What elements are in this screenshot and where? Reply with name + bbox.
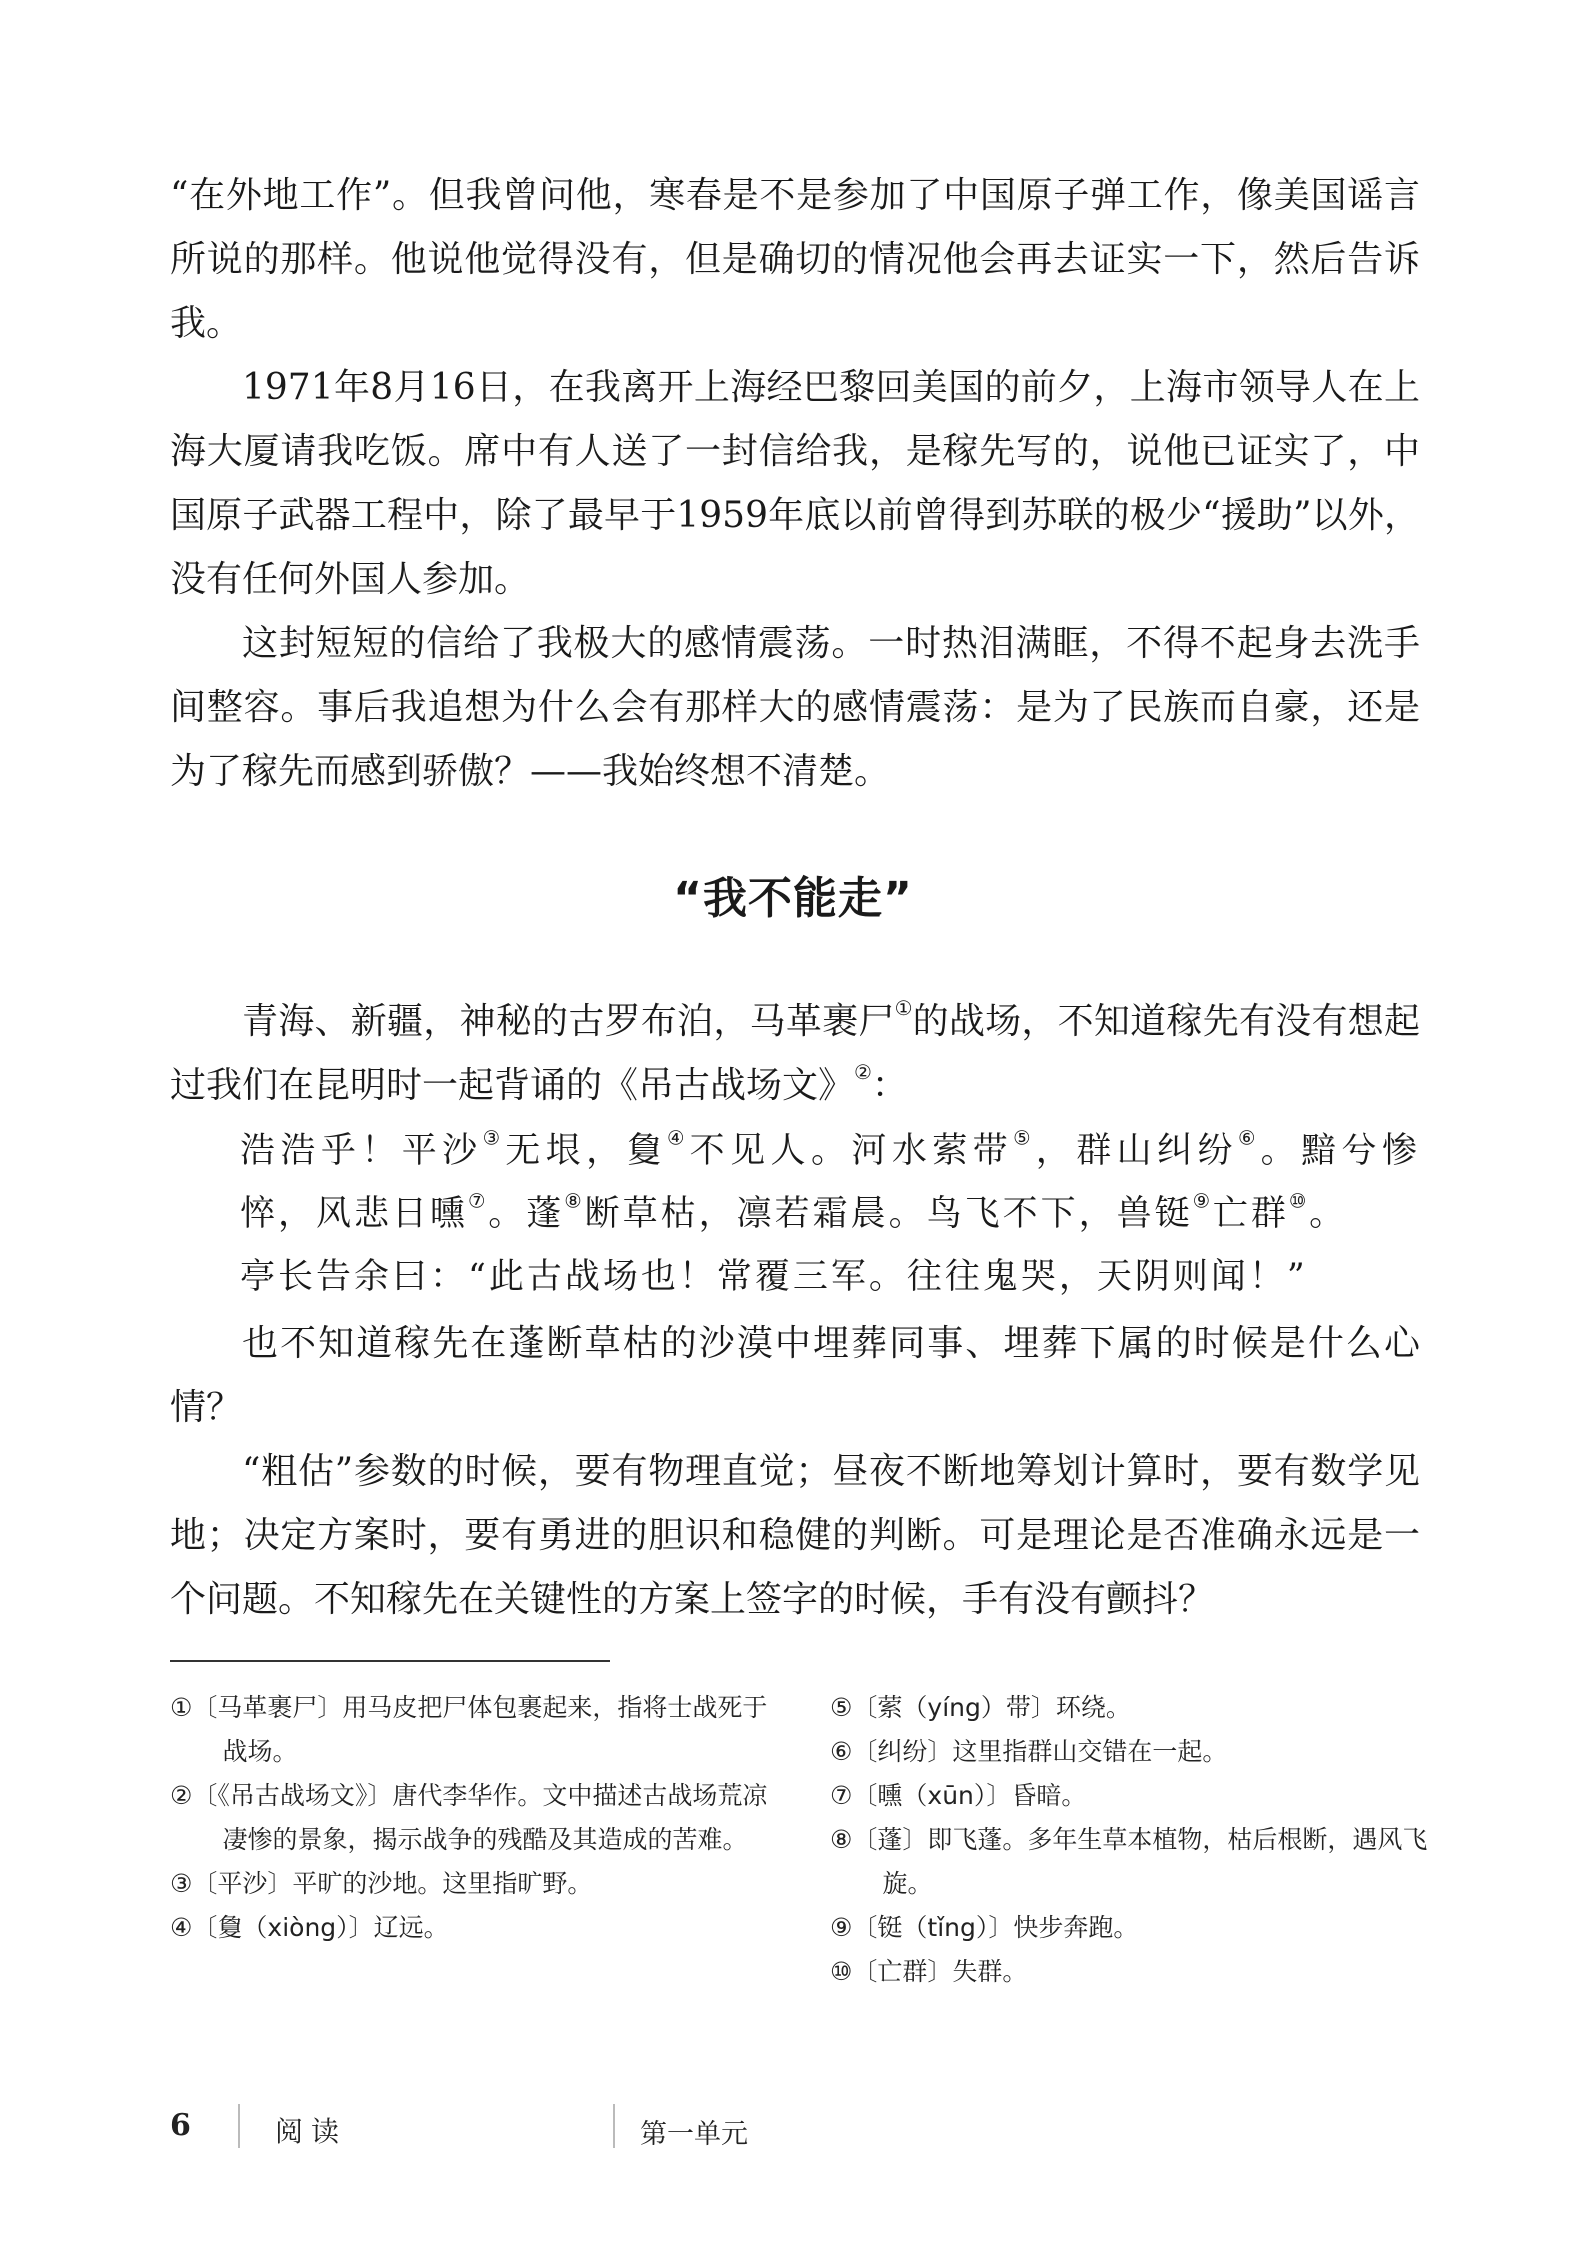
body-text-block-3 xyxy=(170,1312,1420,1632)
footnote-ref-5: ⑤ xyxy=(1013,1126,1036,1150)
paragraph-3: 这封短短的信给了我极大的感情震荡。一时热泪满眶，不得不起身去洗手间整容。事后我追想为什么会有那样大的感情震荡：是为了民族而自豪，还是为了稼先而感到骄傲？——我始终想不清楚。 xyxy=(170,623,1420,792)
paragraph-4-text-a: 青海、新疆，神秘的古罗布泊，马革裹尸 xyxy=(242,1001,895,1042)
footnote-ref-4: ④ xyxy=(666,1126,690,1150)
footer-unit-label: 第一单元 xyxy=(640,2119,748,2150)
footnotes-right-column xyxy=(830,1686,1430,1994)
footnote-ref-9: ⑨ xyxy=(1192,1189,1213,1213)
quote-text-g: 断草枯，凛若霜晨。鸟飞不下，兽铤 xyxy=(584,1194,1193,1234)
footer-divider-left xyxy=(238,2104,240,2148)
paragraph-6: “粗估”参数的时候，要有物理直觉；昼夜不断地筹划计算时，要有数学见地；决定方案时，要有勇进的胆识和稳健的判断。可是理论是否准确永远是一个问题。不知稼先在关键性的方案上签字的时候，手有没有颤抖？ xyxy=(170,1451,1420,1620)
footnote-ref-2: ② xyxy=(854,1061,872,1085)
footnote-10: ⑩〔亡群〕失群。 xyxy=(830,1957,1028,1986)
quote-text-c: 不见人。河水萦带 xyxy=(689,1131,1014,1171)
footnotes-left-column xyxy=(170,1686,770,1950)
footer-divider-right xyxy=(613,2104,615,2148)
footer-section-label: 阅读 xyxy=(275,2115,348,2148)
footnote-ref-3: ③ xyxy=(482,1126,506,1150)
footnote-8: ⑧〔蓬〕即飞蓬。多年生草本植物，枯后根断，遇风飞旋。 xyxy=(830,1825,1428,1898)
footnote-ref-8: ⑧ xyxy=(564,1189,585,1213)
quote-text-d: ，群山纠纷 xyxy=(1035,1131,1238,1171)
page-number: 6 xyxy=(170,2108,191,2143)
body-text-block-2 xyxy=(170,990,1420,1118)
footnote-9: ⑨〔铤（tǐng）〕快步奔跑。 xyxy=(830,1913,1139,1942)
paragraph-4-text-c: ： xyxy=(871,1065,908,1106)
quote-line-3: 亭长告余曰：“此古战场也！常覆三军。往往鬼哭，天阴则闻！” xyxy=(240,1257,1308,1297)
quote-text-f: 。蓬 xyxy=(488,1194,565,1234)
footnote-1: ①〔马革裹尸〕用马皮把尸体包裹起来，指将士战死于战场。 xyxy=(170,1693,768,1766)
body-text-block-1 xyxy=(170,164,1420,804)
footnote-4: ④〔敻（xiòng）〕辽远。 xyxy=(170,1913,449,1942)
footnote-2: ②〔《吊古战场文》〕唐代李华作。文中描述古战场荒凉凄惨的景象，揭示战争的残酷及其造成的苦难。 xyxy=(170,1781,768,1854)
footnote-ref-6: ⑥ xyxy=(1237,1126,1261,1150)
classical-quote xyxy=(240,1120,1420,1309)
footnote-ref-7: ⑦ xyxy=(468,1189,489,1213)
paragraph-5: 也不知道稼先在蓬断草枯的沙漠中埋葬同事、埋葬下属的时候是什么心情？ xyxy=(170,1323,1420,1428)
page-footer xyxy=(0,2100,1586,2160)
footnote-5: ⑤〔萦（yíng）带〕环绕。 xyxy=(830,1693,1131,1722)
quote-text-a: 浩浩乎！平沙 xyxy=(240,1131,483,1171)
paragraph-1: “在外地工作”。但我曾问他，寒春是不是参加了中国原子弹工作，像美国谣言所说的那样。他说他觉得没有，但是确切的情况他会再去证实一下，然后告诉我。 xyxy=(170,175,1420,344)
quote-text-e: 。黯兮惨悴，风悲日曛 xyxy=(240,1131,1420,1234)
section-title: “我不能走” xyxy=(673,873,913,924)
paragraph-2: 1971年8月16日，在我离开上海经巴黎回美国的前夕，上海市领导人在上海大厦请我吃饭。席中有人送了一封信给我，是稼先写的，说他已证实了，中国原子武器工程中，除了最早于1959年底以前曾得到苏联的极少“援助”以外，没有任何外国人参加。 xyxy=(170,367,1420,600)
quote-lines xyxy=(240,1120,1420,1246)
quote-text-h: 亡群 xyxy=(1212,1194,1289,1234)
quote-text-b: 无垠，敻 xyxy=(505,1131,667,1171)
paragraph-4-text-b: 的战场，不知道稼先有没有想起过我们在昆明时一起背诵的《吊古战场文》 xyxy=(170,1001,1420,1106)
footnote-ref-10: ⑩ xyxy=(1288,1189,1310,1213)
paragraph-4 xyxy=(170,990,1420,1118)
footnote-6: ⑥〔纠纷〕这里指群山交错在一起。 xyxy=(830,1737,1228,1766)
footnote-ref-1: ① xyxy=(894,997,913,1021)
footnote-7: ⑦〔曛（xūn）〕昏暗。 xyxy=(830,1781,1087,1810)
footnote-3: ③〔平沙〕平旷的沙地。这里指旷野。 xyxy=(170,1869,593,1898)
quote-text-i: 。 xyxy=(1309,1194,1348,1234)
footnote-divider xyxy=(170,1660,610,1662)
